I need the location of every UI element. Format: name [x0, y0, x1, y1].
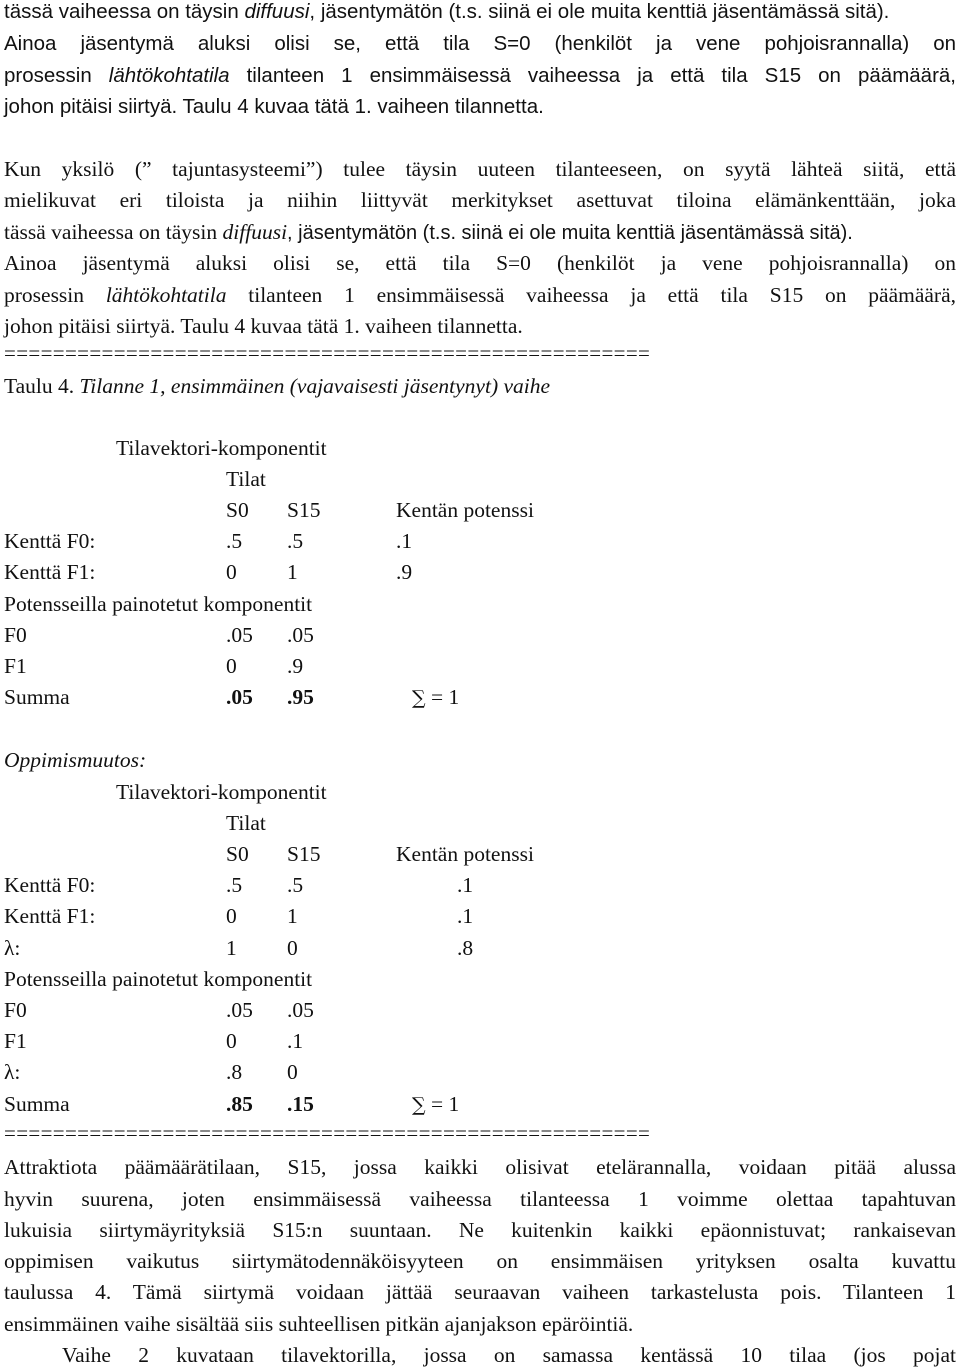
top-paragraph-line-3: prosessin lähtökohtatila tilanteen 1 ensimmäisessä vaiheessa ja että tila S15 on päämäärä,	[4, 64, 956, 87]
top-paragraph-line-4: johon pitäisi siirtyä. Taulu 4 kuvaa tätä 1. vaiheen tilannetta.	[4, 95, 544, 118]
bottom-paragraph-line-3: lukuisia siirtymäyrityksiä S15:n suuntaan. Ne kuitenkin kaikki epäonnistuvat; rankaisevan	[4, 1218, 956, 1242]
separator-line: =====================================================	[4, 341, 651, 365]
sum-total: ∑ = 1	[412, 685, 460, 709]
document-page: tässä vaiheessa on täysin diffuusi, jäsentymätön (t.s. siinä ei ole muita kenttiä jäsentämässä sitä). Ainoa jäsentymä aluksi olisi se, että tila S=0 (henkilöt ja vene pohjoisrannalla) on prosessin lähtökohtatila tilanteen 1 ensimmäisessä vaiheessa ja että tila S15 on päämäärä, johon pitäisi siirtyä. Taulu 4 kuvaa tätä 1. vaiheen tilannetta. Kun yksilö (” tajuntasysteemi”) tulee täysin uuteen tilanteeseen, on syytä lähteä siitä, että mielikuvat eri tiloista ja niihin liittyvät merkitykset asettuvat tiloina elämänkenttään, joka tässä vaiheessa on täysin diffuusi, jäsentymätön (t.s. siinä ei ole muita kenttiä jäsentämässä sitä). Ainoa jäsentymä aluksi olisi se, että tila S=0 (henkilöt ja vene pohjoisrannalla) on prosessin lähtökohtatila tilanteen 1 ensimmäisessä vaiheessa ja että tila S15 on päämäärä, johon pitäisi siirtyä. Taulu 4 kuvaa tätä 1. vaiheen tilannetta. ===================================================== Taulu 4. Tilanne 1, ensimmäinen (vajavaisesti jäsentynyt) vaihe Tilavektori-komponentit Tilat S0 S15 Kentän potenssi Kenttä F0: .5 .5 .1 Kenttä F1: 0 1 .9 Potensseilla painotetut komponentit F0 .05 .05 F1 0 .9 Summa .05 .95 ∑ = 1 Oppimismuutos: Tilavektori-komponentit Tilat S0 S15 Kentän potenssi Kenttä F0: .5 .5 .1 Kenttä F1: 0 1 .1 λ: 1 0 .8 Potensseilla painotetut komponentit F0 .05 .05 F1 0 .1 λ: .8 0 Summa .85 .15 ∑ = 1 ===================================================== Attraktiota päämäärätilaan, S15, jossa kaikki olisivat etelärannalla, voidaan pitää alussa hyvin suurena, joten ensimmäisessä vaiheessa tilanteessa 1 voimme olettaa tapahtuvan lukuisia siirtymäyrityksiä S15:n suuntaan. Ne kuitenkin kaikki epäonnistuvat; rankaisevan oppimisen vaikutus siirtymätodennäköisyyteen on ensimmäisen yrityksen osalta kuvattu taulussa 4. Tämä siirtymä voidaan jättää seuraavan vaiheen tarkastelusta pois. Tilanteen 1 ensimmäinen vaihe sisältää siis suhteellisen pitkän ajanjakson epäröintiä. Vaihe 2 kuvataan tilavektorilla, jossa on samassa kentässä 10 tilaa (jos pojat	[4, 0, 957, 1367]
paragraph-line-4: Ainoa jäsentymä aluksi olisi se, että tila S=0 (henkilöt ja vene pohjoisrannalla) on	[4, 251, 956, 275]
sum-total: ∑ = 1	[412, 1092, 460, 1116]
sigma-icon: ∑	[412, 1094, 426, 1116]
bottom-paragraph-line-1: Attraktiota päämäärätilaan, S15, jossa kaikki olisivat etelärannalla, voidaan pitää alussa	[4, 1155, 956, 1179]
paragraph-line-2: mielikuvat eri tiloista ja niihin liittyvät merkitykset asettuvat tiloina elämänkenttään, joka	[4, 188, 956, 212]
sigma-icon: ∑	[412, 687, 426, 709]
bottom-paragraph-line-4: oppimisen vaikutus siirtymätodennäköisyyteen on ensimmäisen yrityksen osalta kuvattu	[4, 1249, 956, 1273]
bottom-paragraph-line-5: taulussa 4. Tämä siirtymä voidaan jättää seuraavan vaiheen tarkastelusta pois. Tilanteen 1	[4, 1280, 956, 1304]
term-diffuusi: diffuusi	[244, 0, 310, 23]
paragraph-line-1: Kun yksilö (” tajuntasysteemi”) tulee täysin uuteen tilanteeseen, on syytä lähteä siitä, että	[4, 157, 956, 181]
paragraph-line-5: prosessin lähtökohtatila tilanteen 1 ensimmäisessä vaiheessa ja että tila S15 on päämäärä,	[4, 283, 957, 307]
top-paragraph-line-1: tässä vaiheessa on täysin diffuusi, jäsentymätön (t.s. siinä ei ole muita kenttiä jäsentämässä sitä).	[4, 0, 890, 23]
table-caption: Taulu 4. Tilanne 1, ensimmäinen (vajavaisesti jäsentynyt) vaihe	[4, 374, 551, 398]
next-paragraph-line: Vaihe 2 kuvataan tilavektorilla, jossa on samassa kentässä 10 tilaa (jos pojat	[62, 1343, 956, 1367]
paragraph-line-3: tässä vaiheessa on täysin diffuusi, jäsentymätön (t.s. siinä ei ole muita kenttiä jäsentämässä sitä).	[4, 220, 853, 244]
paragraph-line-6: johon pitäisi siirtyä. Taulu 4 kuvaa tätä 1. vaiheen tilannetta.	[4, 314, 523, 338]
term-lahtokohtatila: lähtökohtatila	[108, 64, 230, 87]
separator-line: =====================================================	[4, 1121, 651, 1145]
bottom-paragraph-line-2: hyvin suurena, joten ensimmäisessä vaiheessa tilanteessa 1 voimme olettaa tapahtuvan	[4, 1187, 956, 1211]
top-paragraph-line-2: Ainoa jäsentymä aluksi olisi se, että tila S=0 (henkilöt ja vene pohjoisrannalla) on	[4, 32, 956, 55]
learning-change-title: Oppimismuutos:	[4, 748, 147, 772]
bottom-paragraph-line-6: ensimmäinen vaihe sisältää siis suhteellisen pitkän ajanjakson epäröintiä.	[4, 1312, 634, 1336]
